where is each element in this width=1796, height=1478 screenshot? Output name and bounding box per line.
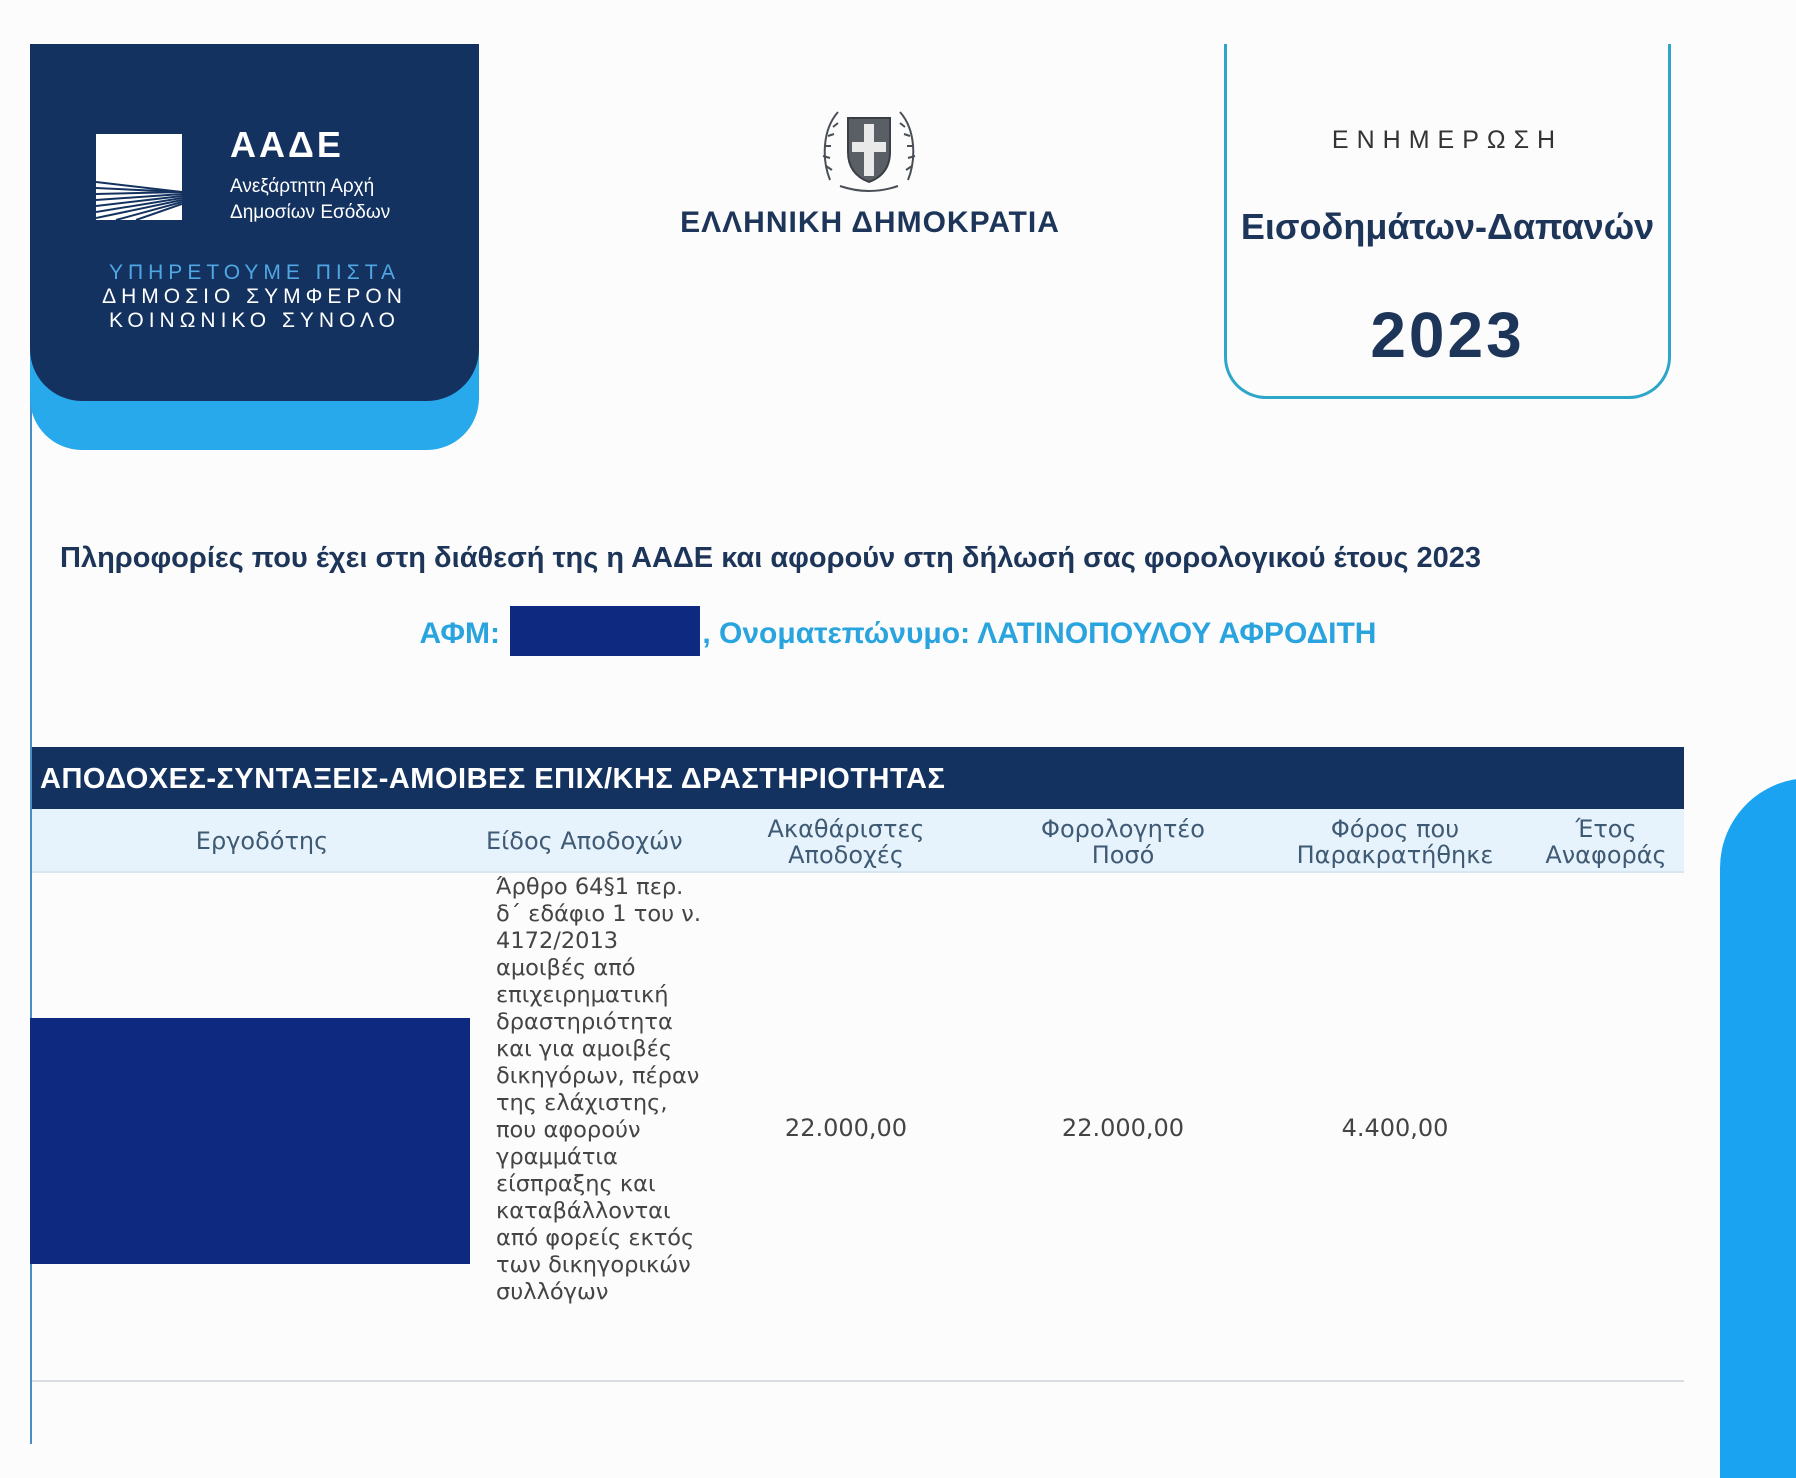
section-title: ΑΠΟΔΟΧΕΣ-ΣΥΝΤΑΞΕΙΣ-ΑΜΟΙΒΕΣ ΕΠΙΧ/ΚΗΣ ΔΡΑΣΤΗΡΙΟΤΗΤΑΣ [40,763,946,795]
info-label: ΕΝΗΜΕΡΩΣΗ [1331,126,1564,154]
taxable-amount-cell: 22.000,00 [1061,1114,1185,1142]
tax-withheld-cell: 4.400,00 [1341,1114,1449,1142]
taxpayer-line [0,610,1796,660]
aade-motto-line-2: ΔΗΜΟΣΙΟ ΣΥΜΦΕΡΟΝ [102,285,407,308]
column-header-employer: Εργοδότης [195,827,329,855]
gross-income-cell: 22.000,00 [784,1114,908,1142]
income-type-cell: Άρθρο 64§1 περ. δ΄ εδάφιο 1 του ν. 4172/2013 αμοιβές από επιχειρηματική δραστηριότητα και για αμοιβές δικηγόρων, πέραν της ελάχιστης, που αφορούν γραμμάτια είσπραξης και καταβάλλονται από φορείς εκτός των δικηγορικών συλλόγων [496,874,701,1305]
aade-full-name [230,174,390,226]
column-header-tax-withheld: Φόρος που Παρακρατήθηκε [1296,815,1494,869]
employer-redaction [30,1018,470,1264]
side-accent-shape [1720,778,1796,1478]
row-divider [32,1380,1684,1382]
info-title: Εισοδημάτων-Δαπανών [1240,206,1655,247]
republic-title: ΕΛΛΗΝΙΚΗ ΔΗΜΟΚΡΑΤΙΑ [680,206,1060,239]
greek-coat-of-arms-icon [820,100,918,196]
aade-motto-line-3: ΚΟΙΝΩΝΙΚΟ ΣΥΝΟΛΟ [109,309,400,332]
column-header-income-type: Είδος Αποδοχών [486,827,683,855]
aade-motto-line-1: ΥΠΗΡΕΤΟΥΜΕ ΠΙΣΤΑ [108,261,401,284]
aade-name-line-1: Ανεξάρτητη Αρχή [230,176,375,197]
afm-redaction [510,606,700,656]
column-header-taxable: Φορολογητέο Ποσό [1041,815,1205,869]
column-header-reference-year: Έτος Αναφοράς [1545,815,1667,869]
taxpayer-name: , Ονοματεπώνυμο: ΛΑΤΙΝΟΠΟΥΛΟΥ ΑΦΡΟΔΙΤΗ [702,616,1377,650]
aade-abbreviation: ΑΑΔΕ [230,124,344,165]
aade-logo-icon [96,134,182,220]
info-year: 2023 [1370,299,1525,371]
page-headline: Πληροφορίες που έχει στη διάθεσή της η ΑΑΔΕ και αφορούν στη δήλωσή σας φορολογικού έτους 2023 [60,542,1481,574]
aade-name-line-2: Δημοσίων Εσόδων [230,202,391,223]
afm-label: ΑΦΜ: [419,616,501,650]
column-header-gross: Ακαθάριστες Αποδοχές [767,815,925,869]
